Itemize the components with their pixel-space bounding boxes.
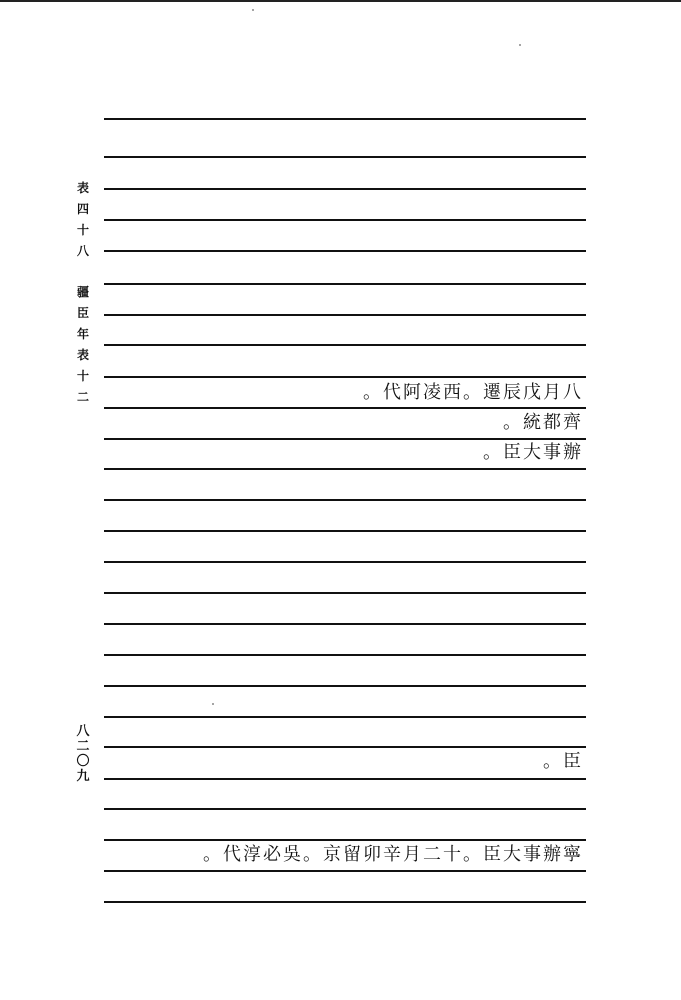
ruled-line (104, 870, 586, 872)
ruled-line (104, 344, 586, 346)
subtitle-char: 年 (76, 327, 89, 341)
subtitle-char: 臣 (76, 306, 89, 320)
ruled-line (104, 376, 586, 378)
ruled-line (104, 250, 586, 252)
title-char: 八 (76, 244, 89, 258)
ruled-line (104, 283, 586, 285)
ruled-line (104, 188, 586, 190)
ruled-line (104, 746, 586, 748)
table-subtitle-vertical (73, 282, 93, 408)
title-char: 表 (76, 181, 89, 195)
page-number-char: 八 (76, 724, 90, 739)
ruled-line (104, 156, 586, 158)
scan-speck (212, 703, 214, 705)
ruled-line (104, 778, 586, 780)
ruled-line (104, 530, 586, 532)
page-number-char: 二 (76, 739, 90, 754)
subtitle-char: 表 (76, 348, 89, 362)
subtitle-char: 十 (76, 369, 89, 383)
ruled-line (104, 716, 586, 718)
page-top-edge (0, 0, 681, 2)
entry-row-4: 臣。 (543, 751, 583, 772)
ruled-line (104, 118, 586, 120)
page-number-vertical (73, 724, 93, 784)
table-title-vertical (73, 178, 93, 262)
ruled-line (104, 468, 586, 470)
ruled-line (104, 219, 586, 221)
ruled-line (104, 592, 586, 594)
entry-row-5: 寧辦事大臣。十二月辛卯留京。吳必淳代。 (203, 844, 583, 865)
subtitle-char: 疆 (76, 285, 89, 299)
title-char: 十 (76, 223, 89, 237)
scan-speck (519, 44, 521, 46)
entry-row-1: 八月戊辰遷。西凌阿代。 (363, 382, 583, 403)
entry-row-3: 辦事大臣。 (483, 442, 583, 463)
page-number-char: 九 (76, 769, 90, 784)
ruled-line (104, 901, 586, 903)
entry-row-2: 齊都統。 (503, 412, 583, 433)
subtitle-char: 二 (76, 390, 89, 404)
ruled-line (104, 499, 586, 501)
ruled-line (104, 654, 586, 656)
page-number-char: 〇 (76, 754, 90, 769)
title-char: 四 (76, 202, 89, 216)
ruled-line (104, 623, 586, 625)
ruled-line (104, 808, 586, 810)
ruled-line (104, 561, 586, 563)
ruled-line (104, 314, 586, 316)
ruled-line (104, 685, 586, 687)
scan-speck (252, 9, 254, 11)
